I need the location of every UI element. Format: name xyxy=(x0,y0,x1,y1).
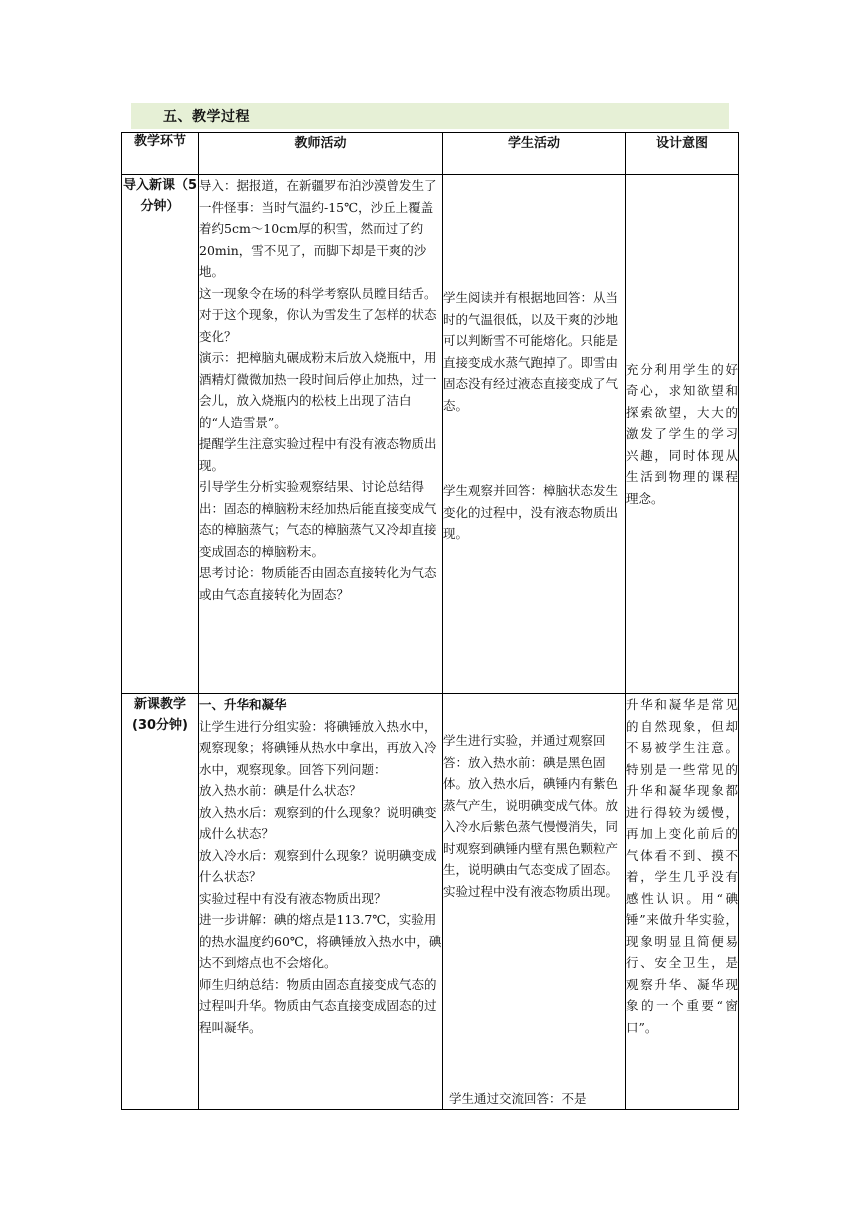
intent-text: 充分利用学生的好奇心，求知欲望和探索欲望，大大的激发了学生的学习兴趣，同时体现从生活到物理的课程理念。 xyxy=(626,361,738,506)
teacher-paragraph: 进一步讲解：碘的熔点是113.7℃，实验用的热水温度约60℃，将碘锤放入热水中，碘达不到熔点也不会熔化。 xyxy=(199,912,442,970)
teacher-paragraph: 导入：据报道，在新疆罗布泊沙漠曾发生了一件怪事：当时气温约-15℃，沙丘上覆盖着约5cm～10cm厚的积雪，然而过了约20min，雪不见了，而脚下却是干爽的沙地。 xyxy=(199,178,437,279)
stage-cell-intro: 导入新课（5分钟） xyxy=(122,175,199,694)
intent-cell-intro xyxy=(626,175,739,694)
teacher-paragraph: 实验过程中有没有液态物质出现？ xyxy=(199,890,387,906)
teacher-cell-intro xyxy=(199,175,443,694)
header-teacher: 教师活动 xyxy=(199,133,443,175)
teacher-paragraph: 引导学生分析实验观察结果、讨论总结得出：固态的樟脑粉末经加热后能直接变成气态的樟脑蒸气；气态的樟脑蒸气又冷却直接变成固态的樟脑粉末。 xyxy=(199,479,437,559)
table-row-intro xyxy=(122,175,739,694)
intent-text: 升华和凝华是常见的自然现象，但却不易被学生注意。特别是一些常见的升华和凝华现象都进行得较为缓慢，再加上变化前后的气体看不到、摸不着，学生几乎没有感性认识。用“碘锤”来做升华实验，现象明显且简便易行、安全卫生，是观察升华、凝华现象的一个重要“窗口”。 xyxy=(626,697,738,1035)
teacher-section-heading: 一、升华和凝华 xyxy=(199,697,287,712)
teaching-process-table xyxy=(121,132,739,1110)
section-title: 五、教学过程 xyxy=(163,109,250,125)
header-intent: 设计意图 xyxy=(626,133,739,175)
student-paragraph: 学生观察并回答：樟脑状态发生变化的过程中，没有液态物质出现。 xyxy=(443,483,619,541)
student-paragraph: 学生进行实验，并通过观察回答：放入热水前：碘是黑色固体。放入热水后，碘锤内有紫色蒸气产生，说明碘变成气体。放入冷水后紫色蒸气慢慢消失，同时观察到碘锤内壁有黑色颗粒产生，说明碘由气态变成了固态。实验过程中没有液态物质出现。 xyxy=(443,733,619,899)
teacher-paragraph: 放入冷水后：观察到什么现象？说明碘变成什么状态？ xyxy=(199,847,437,884)
teacher-cell-new-lesson xyxy=(199,694,443,1110)
stage-cell-new-lesson: 新课教学(30分钟) xyxy=(122,694,199,1110)
section-heading-bar xyxy=(131,103,729,129)
teacher-paragraph: 放入热水后：观察到的什么现象？说明碘变成什么状态？ xyxy=(199,804,437,841)
teacher-paragraph: 演示：把樟脑丸碾成粉末后放入烧瓶中，用酒精灯微微加热一段时间后停止加热，过一会儿，放入烧瓶内的松枝上出现了洁白的“人造雪景”。 xyxy=(199,350,437,430)
header-student: 学生活动 xyxy=(443,133,626,175)
teacher-paragraph: 放入热水前：碘是什么状态？ xyxy=(199,783,362,798)
teacher-paragraph: 提醒学生注意实验过程中有没有液态物质出现。 xyxy=(199,436,437,473)
student-cell-new-lesson xyxy=(443,694,626,1110)
student-paragraph: 学生通过交流回答：不是 xyxy=(449,1090,587,1106)
table-row-new-lesson xyxy=(122,694,739,1110)
teacher-paragraph: 让学生进行分组实验：将碘锤放入热水中，观察现象；将碘锤从热水中拿出，再放入冷水中，观察现象。回答下列问题： xyxy=(199,718,437,777)
student-cell-intro xyxy=(443,175,626,694)
header-stage: 教学环节 xyxy=(122,133,199,175)
student-paragraph: 学生阅读并有根据地回答：从当时的气温很低，以及干爽的沙地可以判断雪不可能熔化。只能是直接变成水蒸气跑掉了。即雪由固态没有经过液态直接变成了气态。 xyxy=(443,290,619,413)
teacher-paragraph: 思考讨论：物质能否由固态直接转化为气态或由气态直接转化为固态？ xyxy=(199,565,437,602)
intent-cell-new-lesson xyxy=(626,694,739,1110)
teacher-paragraph: 这一现象令在场的科学考察队员瞠目结舌。对于这个现象，你认为雪发生了怎样的状态变化？ xyxy=(199,285,437,344)
teacher-paragraph: 师生归纳总结：物质由固态直接变成气态的过程叫升华。物质由气态直接变成固态的过程叫凝华。 xyxy=(199,976,437,1035)
table-header-row xyxy=(122,133,739,175)
